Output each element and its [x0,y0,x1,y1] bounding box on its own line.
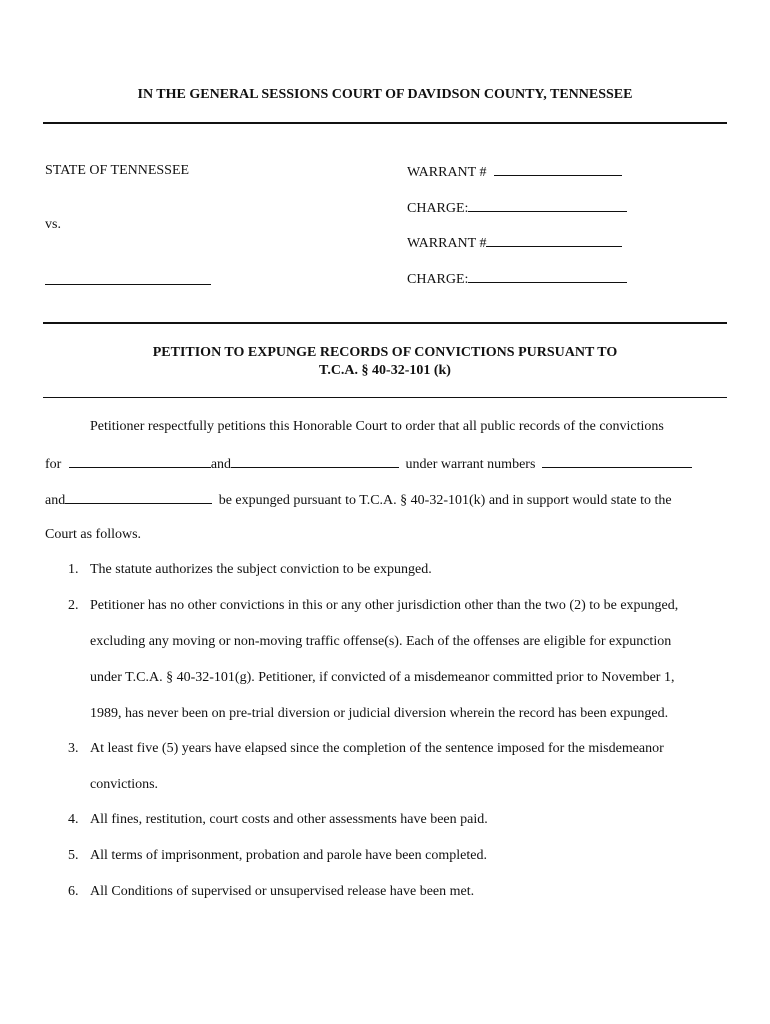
warrant-label: WARRANT # [407,236,487,251]
item-text: 1989, has never been on pre-trial diversion or judicial diversion wherein the record has been expunged. [90,706,669,721]
conviction-2-field[interactable] [231,455,399,468]
item-text: under T.C.A. § 40-32-101(g). Petitioner, if convicted of a misdemeanor committed prior to November 1, [90,670,675,685]
charge-1 [407,199,627,217]
versus-label: vs. [45,217,61,232]
item-number: 1. [68,562,79,577]
warrant-label: WARRANT # [407,165,487,180]
petition-title [0,344,770,380]
and-label: and [210,457,232,472]
caption-divider [43,322,727,324]
item-number: 4. [68,812,79,827]
conviction-1-field[interactable] [69,455,211,468]
charge-label: CHARGE: [407,201,469,216]
plaintiff-name: STATE OF TENNESSEE [45,163,190,178]
charge-2-field[interactable] [468,270,627,283]
header-divider [43,122,727,124]
petition-title-line1: PETITION TO EXPUNGE RECORDS OF CONVICTIONS PURSUANT TO [152,345,618,360]
item-text: convictions. [90,777,159,792]
item-number: 5. [68,848,79,863]
warrant-number-2 [407,234,622,252]
for-label: for [45,457,62,472]
intro-line-4: Court as follows. [45,527,142,542]
warrant-number-1 [407,163,622,181]
intro-line-3 [45,491,672,509]
item-text: The statute authorizes the subject conviction to be expunged. [90,562,432,577]
expunged-text: be expunged pursuant to T.C.A. § 40-32-101(k) and in support would state to the [218,493,672,508]
and-label: and [45,493,66,508]
item-number: 3. [68,741,79,756]
item-number: 2. [68,598,79,613]
warrant-numbers-1-field[interactable] [542,455,692,468]
court-header: IN THE GENERAL SESSIONS COURT OF DAVIDSON COUNTY, TENNESSEE [137,87,633,102]
item-text: All Conditions of supervised or unsupervised release have been met. [90,884,475,899]
item-text: excluding any moving or non-moving traffic offense(s). Each of the offenses are eligible for expunction [90,634,672,649]
charge-1-field[interactable] [468,199,627,212]
item-text: All fines, restitution, court costs and other assessments have been paid. [90,812,488,827]
item-number: 6. [68,884,79,899]
under-warrant-label: under warrant numbers [405,457,536,472]
warrant-number-2-field[interactable] [486,234,622,247]
petition-title-line2: T.C.A. § 40-32-101 (k) [319,363,451,378]
warrant-numbers-2-field[interactable] [65,491,212,504]
title-divider [43,397,727,398]
intro-line-1: Petitioner respectfully petitions this Honorable Court to order that all public records of the convictions [90,419,664,434]
charge-2 [407,270,627,288]
intro-line-2 [45,455,692,473]
item-text: All terms of imprisonment, probation and parole have been completed. [90,848,487,863]
defendant-name-field[interactable] [45,272,211,290]
warrant-number-1-field[interactable] [494,163,622,176]
item-text: At least five (5) years have elapsed since the completion of the sentence imposed for the misdemeanor [90,741,664,756]
item-text: Petitioner has no other convictions in this or any other jurisdiction other than the two (2) to be expunged, [90,598,679,613]
charge-label: CHARGE: [407,272,469,287]
